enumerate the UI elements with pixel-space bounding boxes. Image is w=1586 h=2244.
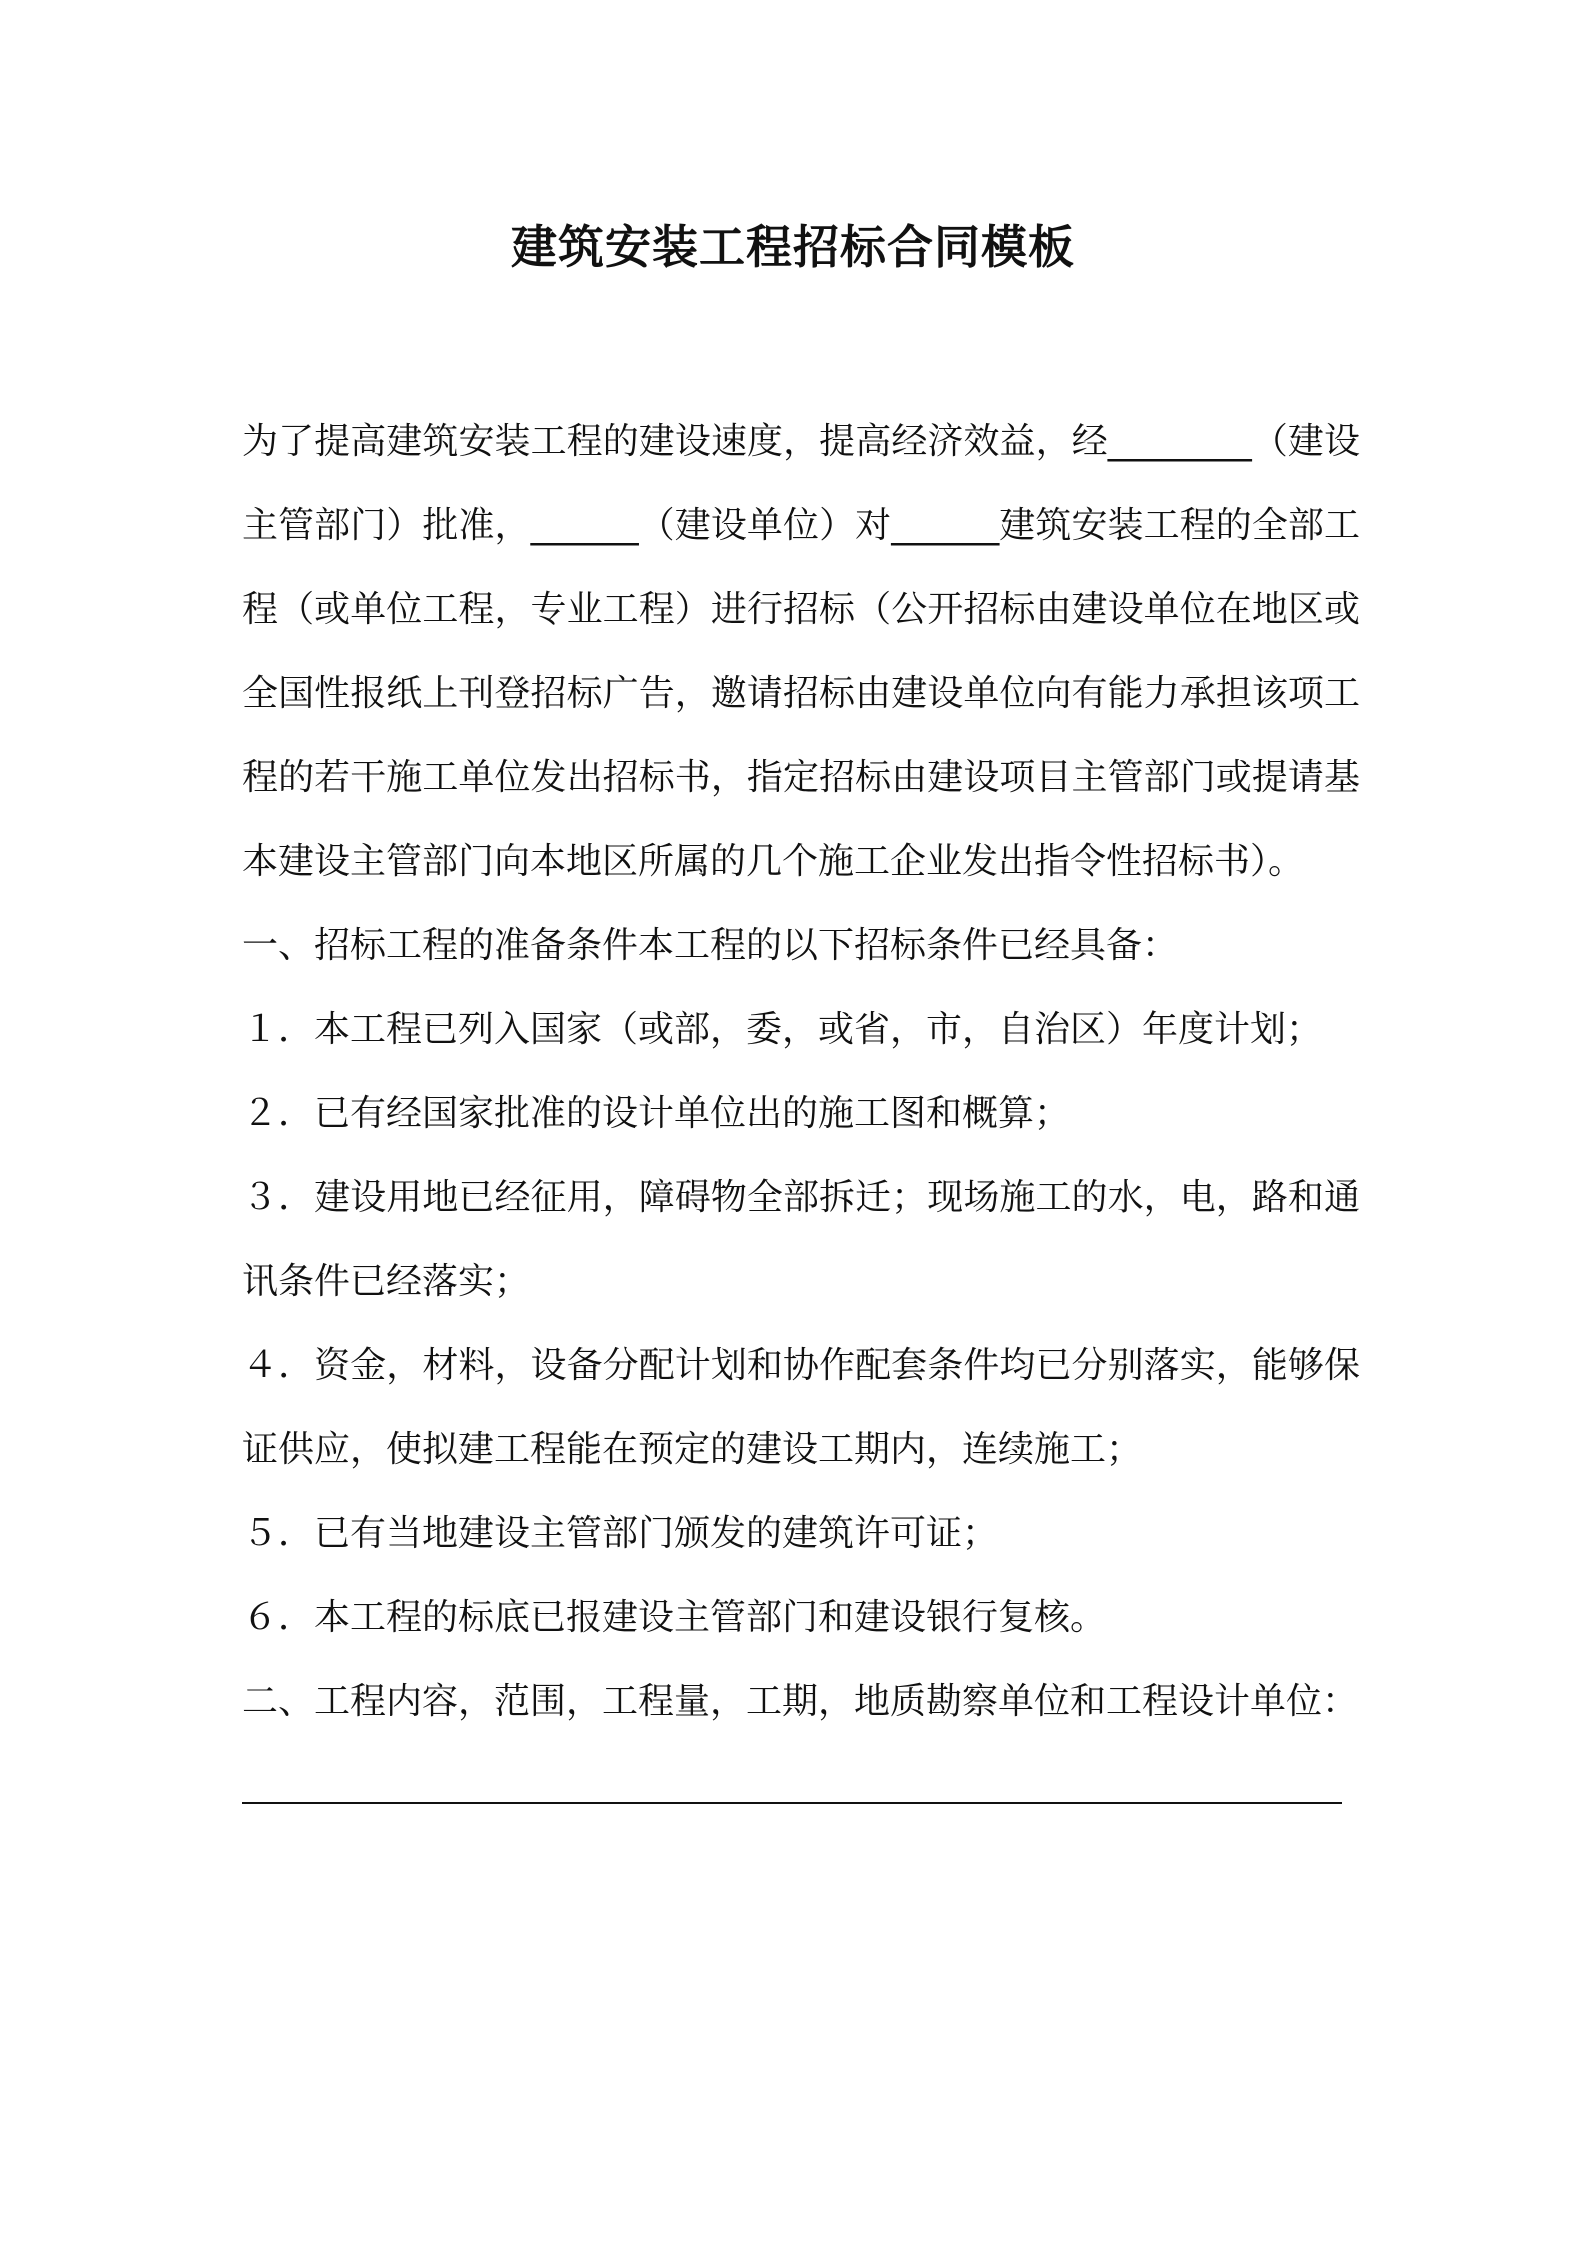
list-item-4: ４．资金，材料，设备分配计划和协作配套条件均已分别落实，能够保证供应，使拟建工程能在预定的建设工期内，连续施工； <box>242 1345 1360 1470</box>
blank-underline <box>242 1802 1342 1804</box>
fill-in-blank-line <box>242 1744 1360 1828</box>
intro-paragraph: 为了提高建筑安装工程的建设速度，提高经济效益，经________（建设主管部门）批准，______（建设单位）对______建筑安装工程的全部工程（或单位工程，专业工程）进行招标（公开招标由建设单位在地区或全国性报纸上刊登招标广告，邀请招标由建设单位向有能力承担该项工程的若干施工单位发出招标书，指定招标由建设项目主管部门或提请基本建设主管部门向本地区所属的几个施工企业发出指令性招标书）。 <box>242 421 1360 882</box>
document-title: 建筑安装工程招标合同模板 <box>511 220 1075 274</box>
list-item-2: ２．已有经国家批准的设计单位出的施工图和概算； <box>242 1093 1071 1134</box>
section-heading-2: 二、工程内容，范围，工程量，工期，地质勘察单位和工程设计单位： <box>242 1681 1359 1722</box>
list-item-3: ３．建设用地已经征用，障碍物全部拆迁；现场施工的水，电，路和通讯条件已经落实； <box>242 1177 1360 1302</box>
list-item-6: ６．本工程的标底已报建设主管部门和建设银行复核。 <box>242 1597 1107 1638</box>
list-item-1: １．本工程已列入国家（或部，委，或省，市，自治区）年度计划； <box>242 1009 1323 1050</box>
section-heading-1: 一、招标工程的准备条件本工程的以下招标条件已经具备： <box>242 925 1179 966</box>
list-item-5: ５．已有当地建设主管部门颁发的建筑许可证； <box>242 1513 999 1554</box>
document-body <box>242 400 1360 1828</box>
